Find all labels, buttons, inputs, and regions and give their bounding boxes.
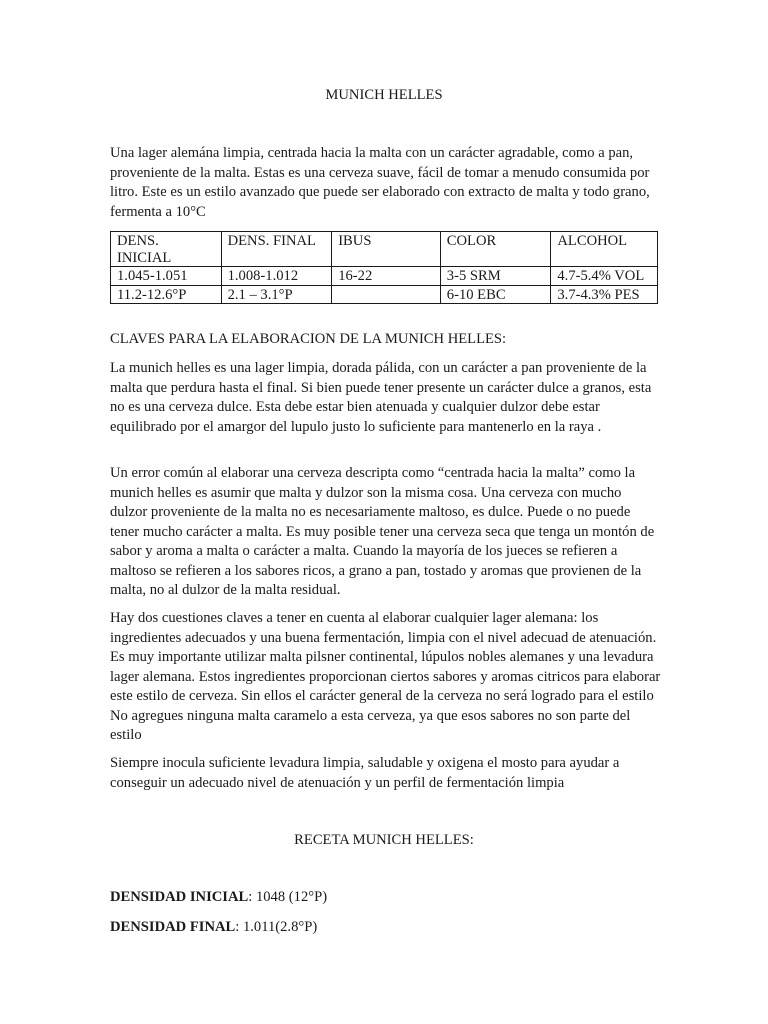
table-header-cell: ALCOHOL: [551, 232, 658, 267]
table-row: [111, 267, 658, 286]
table-cell: 11.2-12.6°P: [111, 285, 222, 304]
table-cell: 1.045-1.051: [111, 267, 222, 286]
table-header-cell: DENS. INICIAL: [111, 232, 222, 267]
body-paragraph: Un error común al elaborar una cerveza descripta como “centrada hacia la malta” como la munich helles es asumir que malta y dulzor son la misma cosa. Una cerveza con mucho dulzor proveniente de la malta no es necesariamente maltoso, es dulce. Puede o no puede tener mucho carácter a malta. Es muy posible tener una cerveza seca que tenga un montón de sabor y aroma a malta o carácter a malta. Cuando la mayoría de los jueces se refieren a maltoso se refieren a los sabores ricos, a grano a pan, tostado y aromas que provienen de la malta, no al dulzor de la malta residual.: [110, 465, 655, 598]
table-cell: 2.1 – 3.1°P: [221, 285, 332, 304]
table-cell: 3-5 SRM: [440, 267, 551, 286]
section-heading: CLAVES PARA LA ELABORACION DE LA MUNICH HELLES:: [110, 331, 507, 347]
table-header-row: [111, 232, 658, 267]
table-header-cell: IBUS: [332, 232, 441, 267]
table-header-cell: DENS. FINAL: [221, 232, 332, 267]
body-paragraph: La munich helles es una lager limpia, dorada pálida, con un carácter a pan proveniente de la malta que perdura hasta el final. Si bien puede tener presente un carácter dulce a granos, esta no es una cerveza dulce. Esta debe estar bien atenuada y cualquier dulzor debe estar equilibrado por el amargor del lupulo justo lo suficiente para mantenerlo en la raya .: [110, 360, 652, 435]
table-cell: 1.008-1.012: [221, 267, 332, 286]
final-gravity-label: DENSIDAD FINAL: [110, 919, 236, 935]
recipe-heading: RECETA MUNICH HELLES:: [294, 832, 474, 848]
table-cell: 3.7-4.3% PES: [551, 285, 658, 304]
original-gravity-line: [110, 888, 662, 908]
table-cell: 16-22: [332, 267, 441, 286]
table-cell: 6-10 EBC: [440, 285, 551, 304]
intro-paragraph: Una lager alemána limpia, centrada hacia la malta con un carácter agradable, como a pan, proveniente de la malta. Estas es una cerveza suave, fácil de tomar a menudo consumida por litro. Este es un estilo avanzado que puede ser elaborado con extracto de malta y todo grano, fermenta a 10°C: [110, 145, 650, 220]
body-paragraph: Siempre inocula suficiente levadura limpia, saludable y oxigena el mosto para ayudar a conseguir un adecuado nivel de atenuación y un perfil de fermentación limpia: [110, 755, 620, 791]
body-paragraph: Hay dos cuestiones claves a tener en cuenta al elaborar cualquier lager alemana: los ingredientes adecuados y una buena fermentación, limpia con el nivel adecuad de atenuación. Es muy importante utilizar malta pilsner continental, lúpulos nobles alemanes y una levadura lager alemana. Estos ingredientes proporcionan ciertos sabores y aromas citricos para elaborar este estilo de cerveza. Sin ellos el carácter general de la cerveza no será logrado para el estilo No agregues ninguna malta caramelo a esta cerveza, ya que esos sabores no son parte del estilo: [110, 610, 661, 743]
original-gravity-label: DENSIDAD INICIAL: [110, 889, 249, 905]
final-gravity-line: [110, 918, 662, 938]
table-header-cell: COLOR: [440, 232, 551, 267]
table-cell: 4.7-5.4% VOL: [551, 267, 658, 286]
original-gravity-value: : 1048 (12°P): [248, 889, 328, 905]
table-row: [111, 285, 658, 304]
table-cell: [332, 285, 441, 304]
document-title: MUNICH HELLES: [325, 87, 443, 103]
style-specs-table: [110, 231, 658, 304]
final-gravity-value: : 1.011(2.8°P): [235, 919, 318, 935]
